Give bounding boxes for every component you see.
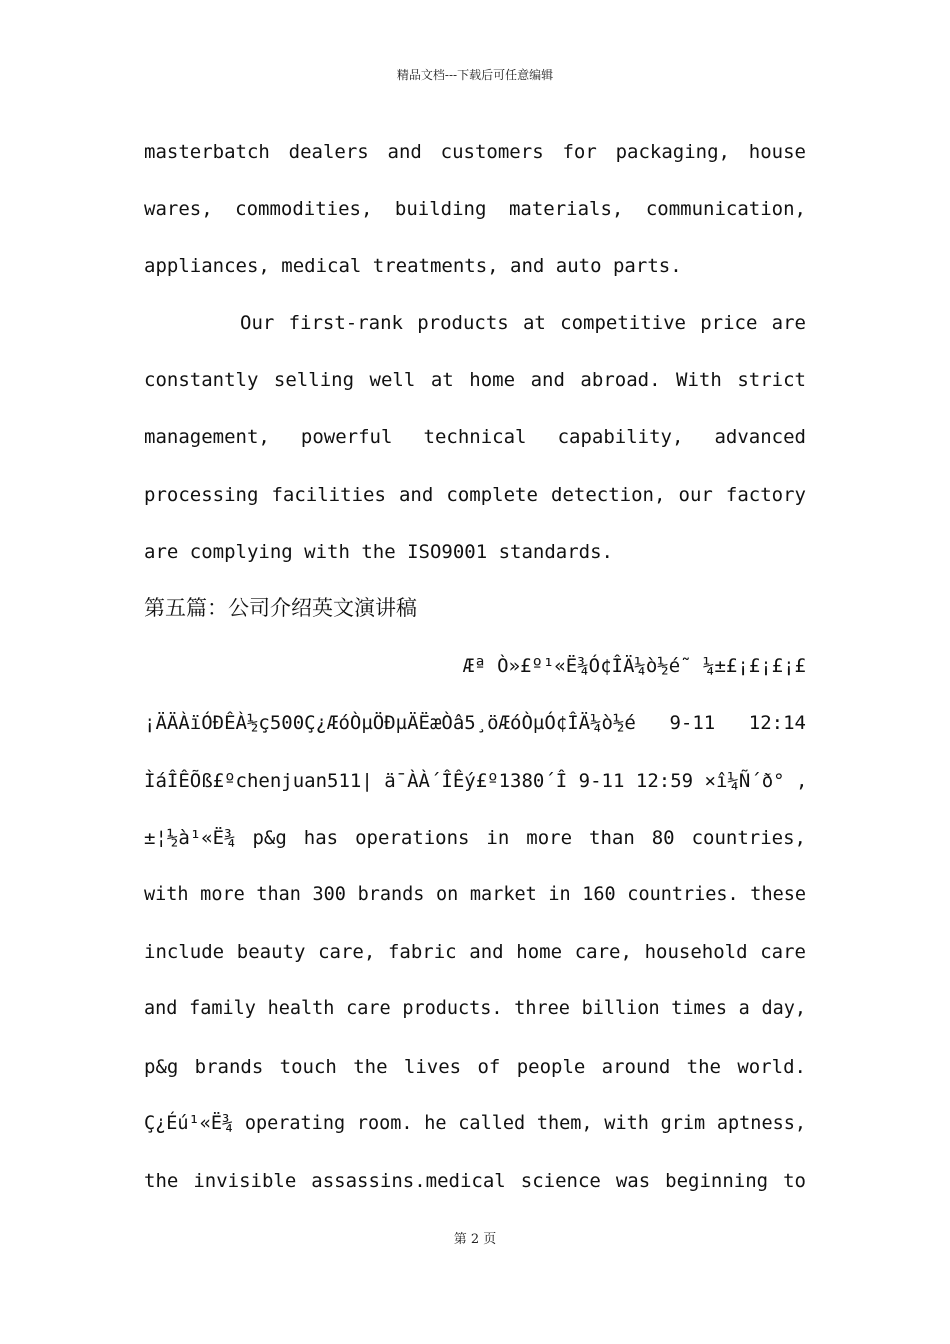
- body-line: masterbatch dealers and customers for packaging, house: [144, 141, 806, 163]
- body-line: Our first-rank products at competitive price are: [240, 312, 806, 334]
- body-line: processing facilities and complete detection, our factory: [144, 484, 806, 506]
- body-line: with more than 300 brands on market in 160 countries. these: [144, 884, 806, 905]
- body-line: include beauty care, fabric and home care, household care: [144, 941, 806, 963]
- body-line: wares, commodities, building materials, communication,: [144, 198, 806, 220]
- body-line: appliances, medical treatments, and auto parts.: [144, 255, 682, 277]
- body-line: constantly selling well at home and abroad. With strict: [144, 369, 806, 391]
- body-line: Ç¿Éú¹«Ë¾ operating room. he called them, with grim aptness,: [144, 1113, 806, 1134]
- page-number: 第 2 页: [453, 1232, 497, 1247]
- body-line: Æª Ò»£º¹«Ë¾Ó¢ÎÄ¼ò½é˜ ¼±£¡£¡£¡£: [462, 655, 806, 677]
- body-line: ÌáÎÊÕß£ºchenjuan511| ä¯ÀÀ´ÎÊý£º1380´Î 9-11 12:59 ×î¼Ñ´ð° ,: [144, 770, 808, 792]
- section-heading: 第五篇：公司介绍英文演讲稿: [144, 596, 417, 620]
- page-header: 精品文档---下载后可任意编辑: [396, 68, 554, 82]
- body-line: and family health care products. three billion times a day,: [144, 998, 806, 1019]
- body-line: ±¦½à¹«Ë¾ p&g has operations in more than 80 countries,: [144, 827, 806, 849]
- body-line: ¡ÄÄÀïÓÐÊÀ½ç500Ç¿ÆóÒµÖÐµÄËæÒâ5¸öÆóÒµÓ¢ÎÄ¼ò½é 9-11 12:14: [144, 712, 806, 734]
- body-line: management, powerful technical capability, advanced: [144, 426, 806, 448]
- body-line: p&g brands touch the lives of people around the world.: [144, 1056, 806, 1078]
- body-line: the invisible assassins.medical science was beginning to: [144, 1170, 806, 1192]
- body-line: are complying with the ISO9001 standards.: [144, 541, 613, 563]
